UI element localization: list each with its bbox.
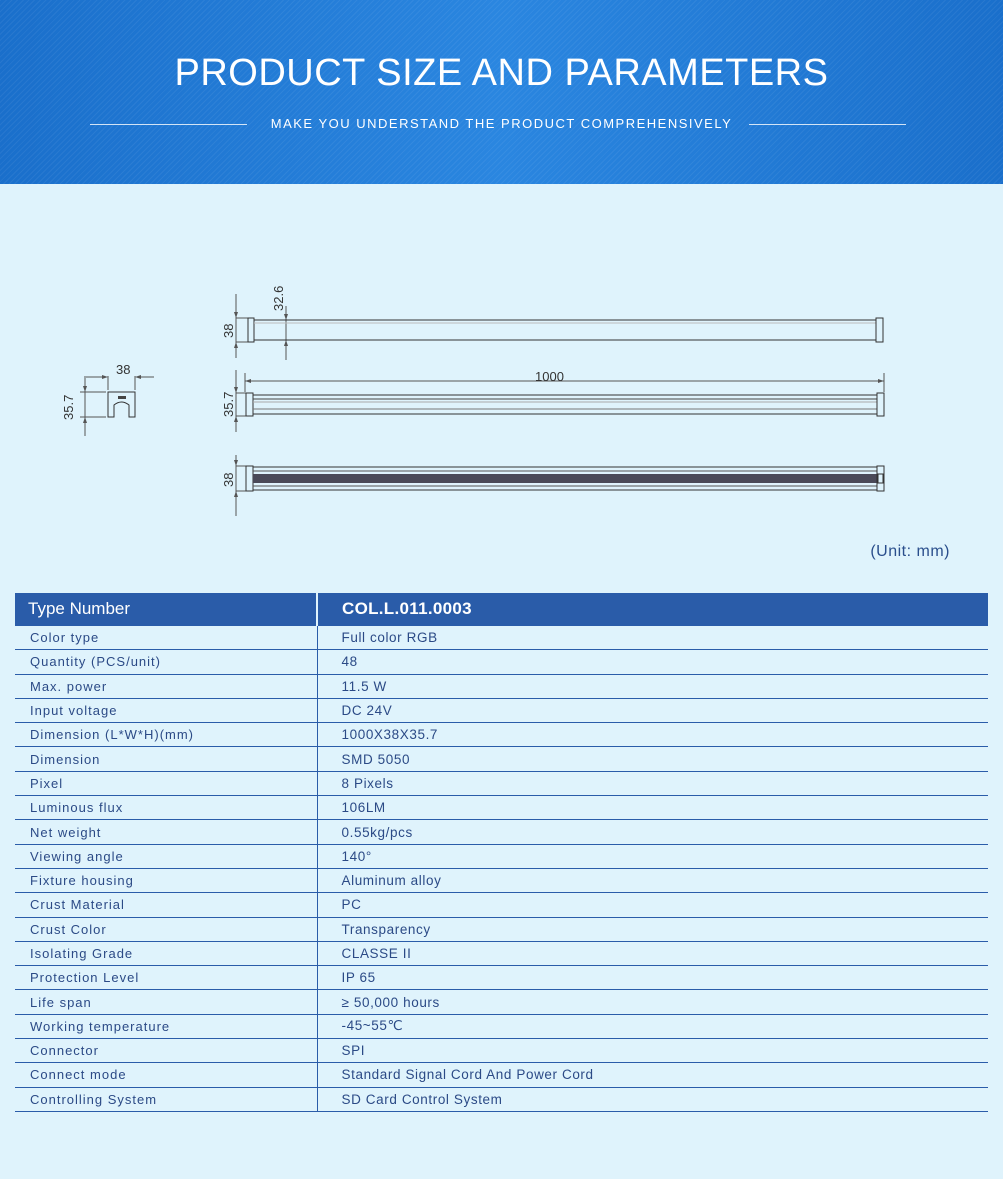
table-row — [15, 698, 988, 722]
spec-value: PC — [317, 893, 988, 917]
unit-label: (Unit: mm) — [870, 543, 950, 560]
spec-value: Standard Signal Cord And Power Cord — [317, 1063, 988, 1087]
side-view — [221, 369, 884, 432]
page-subtitle: MAKE YOU UNDERSTAND THE PRODUCT COMPREHENSIVELY — [270, 116, 733, 131]
table-row — [15, 966, 988, 990]
header-banner — [0, 0, 1003, 184]
spec-value: Full color RGB — [317, 626, 988, 650]
spec-value: CLASSE II — [317, 941, 988, 965]
spec-value: DC 24V — [317, 698, 988, 722]
parameters-table — [15, 593, 988, 1112]
spec-label: Net weight — [15, 820, 317, 844]
spec-value: Aluminum alloy — [317, 868, 988, 892]
spec-label: Pixel — [15, 771, 317, 795]
table-row — [15, 771, 988, 795]
spec-label: Input voltage — [15, 698, 317, 722]
table-row — [15, 1063, 988, 1087]
spec-value: -45~55℃ — [317, 1014, 988, 1038]
spec-value: 11.5 W — [317, 674, 988, 698]
table-row — [15, 674, 988, 698]
spec-label: Fixture housing — [15, 868, 317, 892]
table-header-row — [15, 593, 988, 626]
table-row — [15, 990, 988, 1014]
end-view-width-label: 38 — [116, 362, 131, 377]
top-view-height-label: 38 — [221, 323, 236, 338]
spec-label: Protection Level — [15, 966, 317, 990]
spec-value: Transparency — [317, 917, 988, 941]
page-title: PRODUCT SIZE AND PARAMETERS — [174, 52, 829, 94]
spec-label: Viewing angle — [15, 844, 317, 868]
spec-value: 1000X38X35.7 — [317, 723, 988, 747]
parameters-table-body — [15, 626, 988, 1112]
spec-label: Isolating Grade — [15, 941, 317, 965]
spec-label: Controlling System — [15, 1087, 317, 1111]
table-row — [15, 941, 988, 965]
table-row — [15, 650, 988, 674]
spec-value: SD Card Control System — [317, 1087, 988, 1111]
spec-label: Crust Color — [15, 917, 317, 941]
spec-label: Dimension (L*W*H)(mm) — [15, 723, 317, 747]
spec-value: SMD 5050 — [317, 747, 988, 771]
table-row — [15, 796, 988, 820]
spec-label: Crust Material — [15, 893, 317, 917]
spec-label: Dimension — [15, 747, 317, 771]
bottom-view — [221, 455, 884, 516]
table-row — [15, 1087, 988, 1111]
table-row — [15, 747, 988, 771]
spec-value: IP 65 — [317, 966, 988, 990]
top-view — [221, 286, 883, 360]
spec-label: Life span — [15, 990, 317, 1014]
spec-value: 140° — [317, 844, 988, 868]
table-row — [15, 626, 988, 650]
side-view-length-label: 1000 — [535, 369, 564, 384]
top-view-inner-label: 32.6 — [271, 285, 286, 311]
table-row — [15, 1039, 988, 1063]
spec-label: Connector — [15, 1039, 317, 1063]
spec-label: Luminous flux — [15, 796, 317, 820]
table-row — [15, 917, 988, 941]
table-row — [15, 723, 988, 747]
spec-label: Color type — [15, 626, 317, 650]
spec-value: SPI — [317, 1039, 988, 1063]
table-row — [15, 868, 988, 892]
spec-label: Connect mode — [15, 1063, 317, 1087]
spec-value: 106LM — [317, 796, 988, 820]
spec-value: 8 Pixels — [317, 771, 988, 795]
spec-label: Max. power — [15, 674, 317, 698]
bottom-view-height-label: 38 — [221, 472, 236, 487]
end-view — [61, 362, 154, 436]
subtitle-divider-right — [749, 124, 906, 125]
type-number-label: Type Number — [15, 593, 317, 626]
end-view-height-label: 35.7 — [61, 394, 76, 420]
product-dimension-drawing — [0, 184, 1003, 584]
spec-value: 48 — [317, 650, 988, 674]
spec-label: Working temperature — [15, 1014, 317, 1038]
table-row — [15, 893, 988, 917]
spec-label: Quantity (PCS/unit) — [15, 650, 317, 674]
spec-value: 0.55kg/pcs — [317, 820, 988, 844]
type-number-value: COL.L.011.0003 — [317, 593, 988, 626]
table-row — [15, 820, 988, 844]
spec-value: ≥ 50,000 hours — [317, 990, 988, 1014]
table-row — [15, 1014, 988, 1038]
side-view-height-label: 35.7 — [221, 391, 236, 417]
table-row — [15, 844, 988, 868]
